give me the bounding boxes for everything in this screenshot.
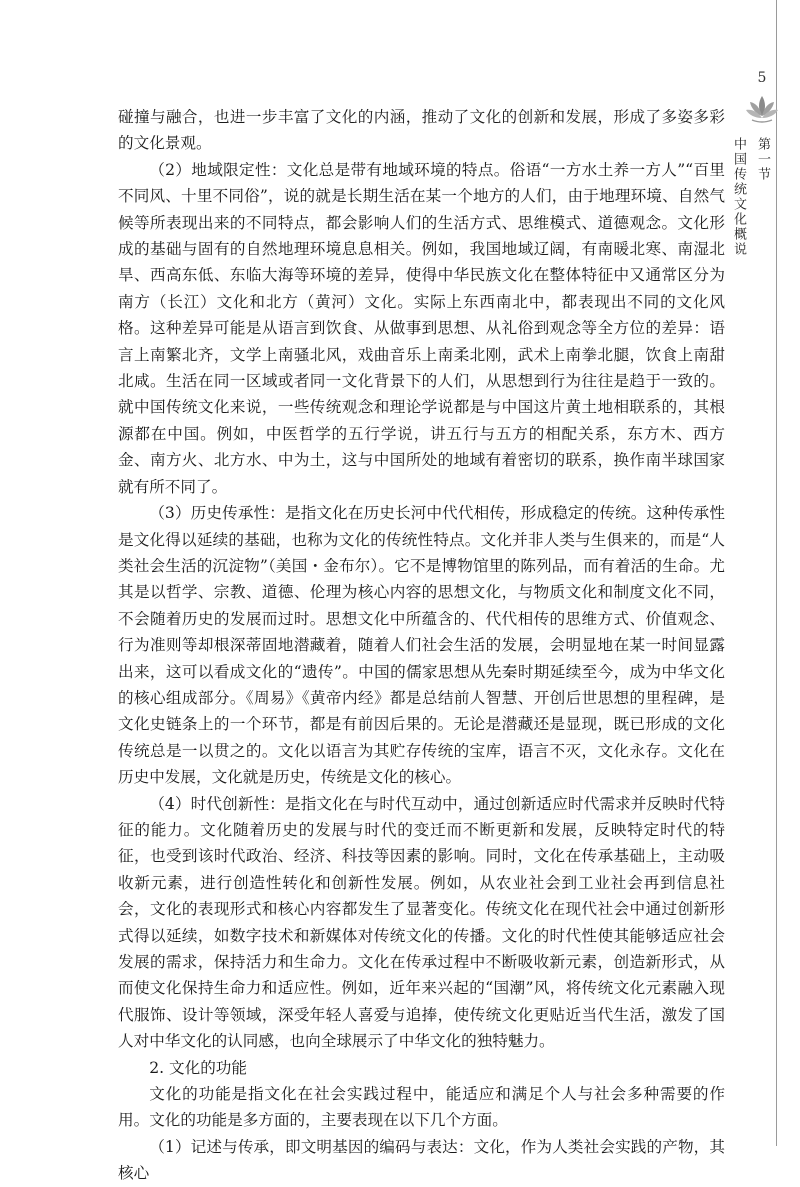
- paragraph-historical: （3）历史传承性：是指文化在历史长河中代代相传，形成稳定的传统。这种传承性是文化得以延续的基础，也称为文化的传统性特点。文化并非人类与生俱来的，而是“人类社会生活的沉淀物”（美国・金布尔）。它不是博物馆里的陈列品，而有着活的生命。尤其是以哲学、宗教、道德、伦理为核心内容的思想文化，与物质文化和制度文化不同，不会随着历史的发展而过时。思想文化中所蕴含的、代代相传的思维方式、价值观念、行为准则等却根深蒂固地潜藏着，随着人们社会生活的发展，会明显地在某一时间显露出来，这可以看成文化的“遗传”。中国的儒家思想从先秦时期延续至今，成为中华文化的核心组成部分。《周易》《黄帝内经》都是总结前人智慧、开创后世思想的里程碑，是文化史链条上的一个环节，都是有前因后果的。无论是潜藏还是显现，既已形成的文化传统总是一以贯之的。文化以语言为其贮存传统的宝库，语言不灭，文化永存。文化在历史中发展，文化就是历史，传统是文化的核心。: [118, 504, 725, 787]
- paragraph-function-intro: 文化的功能是指文化在社会实践过程中，能适应和满足个人与社会多种需要的作用。文化的功能是多方面的，主要表现在以下几个方面。: [118, 1085, 725, 1130]
- body-text: [118, 104, 725, 1187]
- lotus-icon: [744, 92, 780, 128]
- page-number: 5: [757, 70, 767, 86]
- side-section-label: 第一节: [755, 137, 770, 182]
- paragraph-innovation: （4）时代创新性：是指文化在与时代互动中，通过创新适应时代需求并反映时代特征的能力。文化随着历史的发展与时代的变迁而不断更新和发展，反映特定时代的特征，也受到该时代政治、经济、科技等因素的影响。同时，文化在传承基础上，主动吸收新元素，进行创造性转化和创新性发展。例如，从农业社会到工业社会再到信息社会，文化的表现形式和核心内容都发生了显著变化。传统文化在现代社会中通过创新形式得以延续，如数字技术和新媒体对传统文化的传播。文化的时代性使其能够适应社会发展的需求，保持活力和生命力。文化在传承过程中不断吸收新元素，创造新形式，从而使文化保持生命力和适应性。例如，近年来兴起的“国潮”风，将传统文化元素融入现代服饰、设计等领域，深受年轻人喜爱与追捧，使传统文化更贴近当代生活，激发了国人对中华文化的认同感，也向全球展示了中华文化的独特魅力。: [118, 794, 725, 1051]
- paragraph-regional: （2）地域限定性：文化总是带有地域环境的特点。俗语“一方水土养一方人”“百里不同风、十里不同俗”，说的就是长期生活在某一个地方的人们，由于地理环境、自然气候等所表现出来的不同特点，都会影响人们的生活方式、思维模式、道德观念。文化形成的基础与固有的自然地理环境息息相关。例如，我国地域辽阔，有南暖北寒、南湿北旱、西高东低、东临大海等环境的差异，使得中华民族文化在整体特征中又通常区分为南方（长江）文化和北方（黄河）文化。实际上东西南北中，都表现出不同的文化风格。这种差异可能是从语言到饮食、从做事到思想、从礼俗到观念等全方位的差异：语言上南繁北齐，文学上南骚北风，戏曲音乐上南柔北刚，武术上南拳北腿，饮食上南甜北咸。生活在同一区域或者同一文化背景下的人们，从思想到行为往往是趋于一致的。就中国传统文化来说，一些传统观念和理论学说都是与中国这片黄土地相联系的，其根源都在中国。例如，中医哲学的五行学说，讲五行与五方的相配关系，东方木、西方金、南方火、北方水、中为土，这与中国所处的地域有着密切的联系，换作南半球国家就有所不同了。: [118, 160, 725, 496]
- side-chapter-label: [731, 137, 774, 257]
- paragraph-function-1: （1）记述与传承，即文明基因的编码与表达：文化，作为人类社会实践的产物，其核心: [118, 1137, 725, 1183]
- margin-divider-line: [776, 0, 777, 1146]
- section-heading: 2. 文化的功能: [149, 1058, 247, 1077]
- side-title-label: 中国传统文化概说: [731, 137, 746, 257]
- paragraph-continued: 碰撞与融合，也进一步丰富了文化的内涵，推动了文化的创新和发展，形成了多姿多彩的文化景观。: [118, 108, 725, 153]
